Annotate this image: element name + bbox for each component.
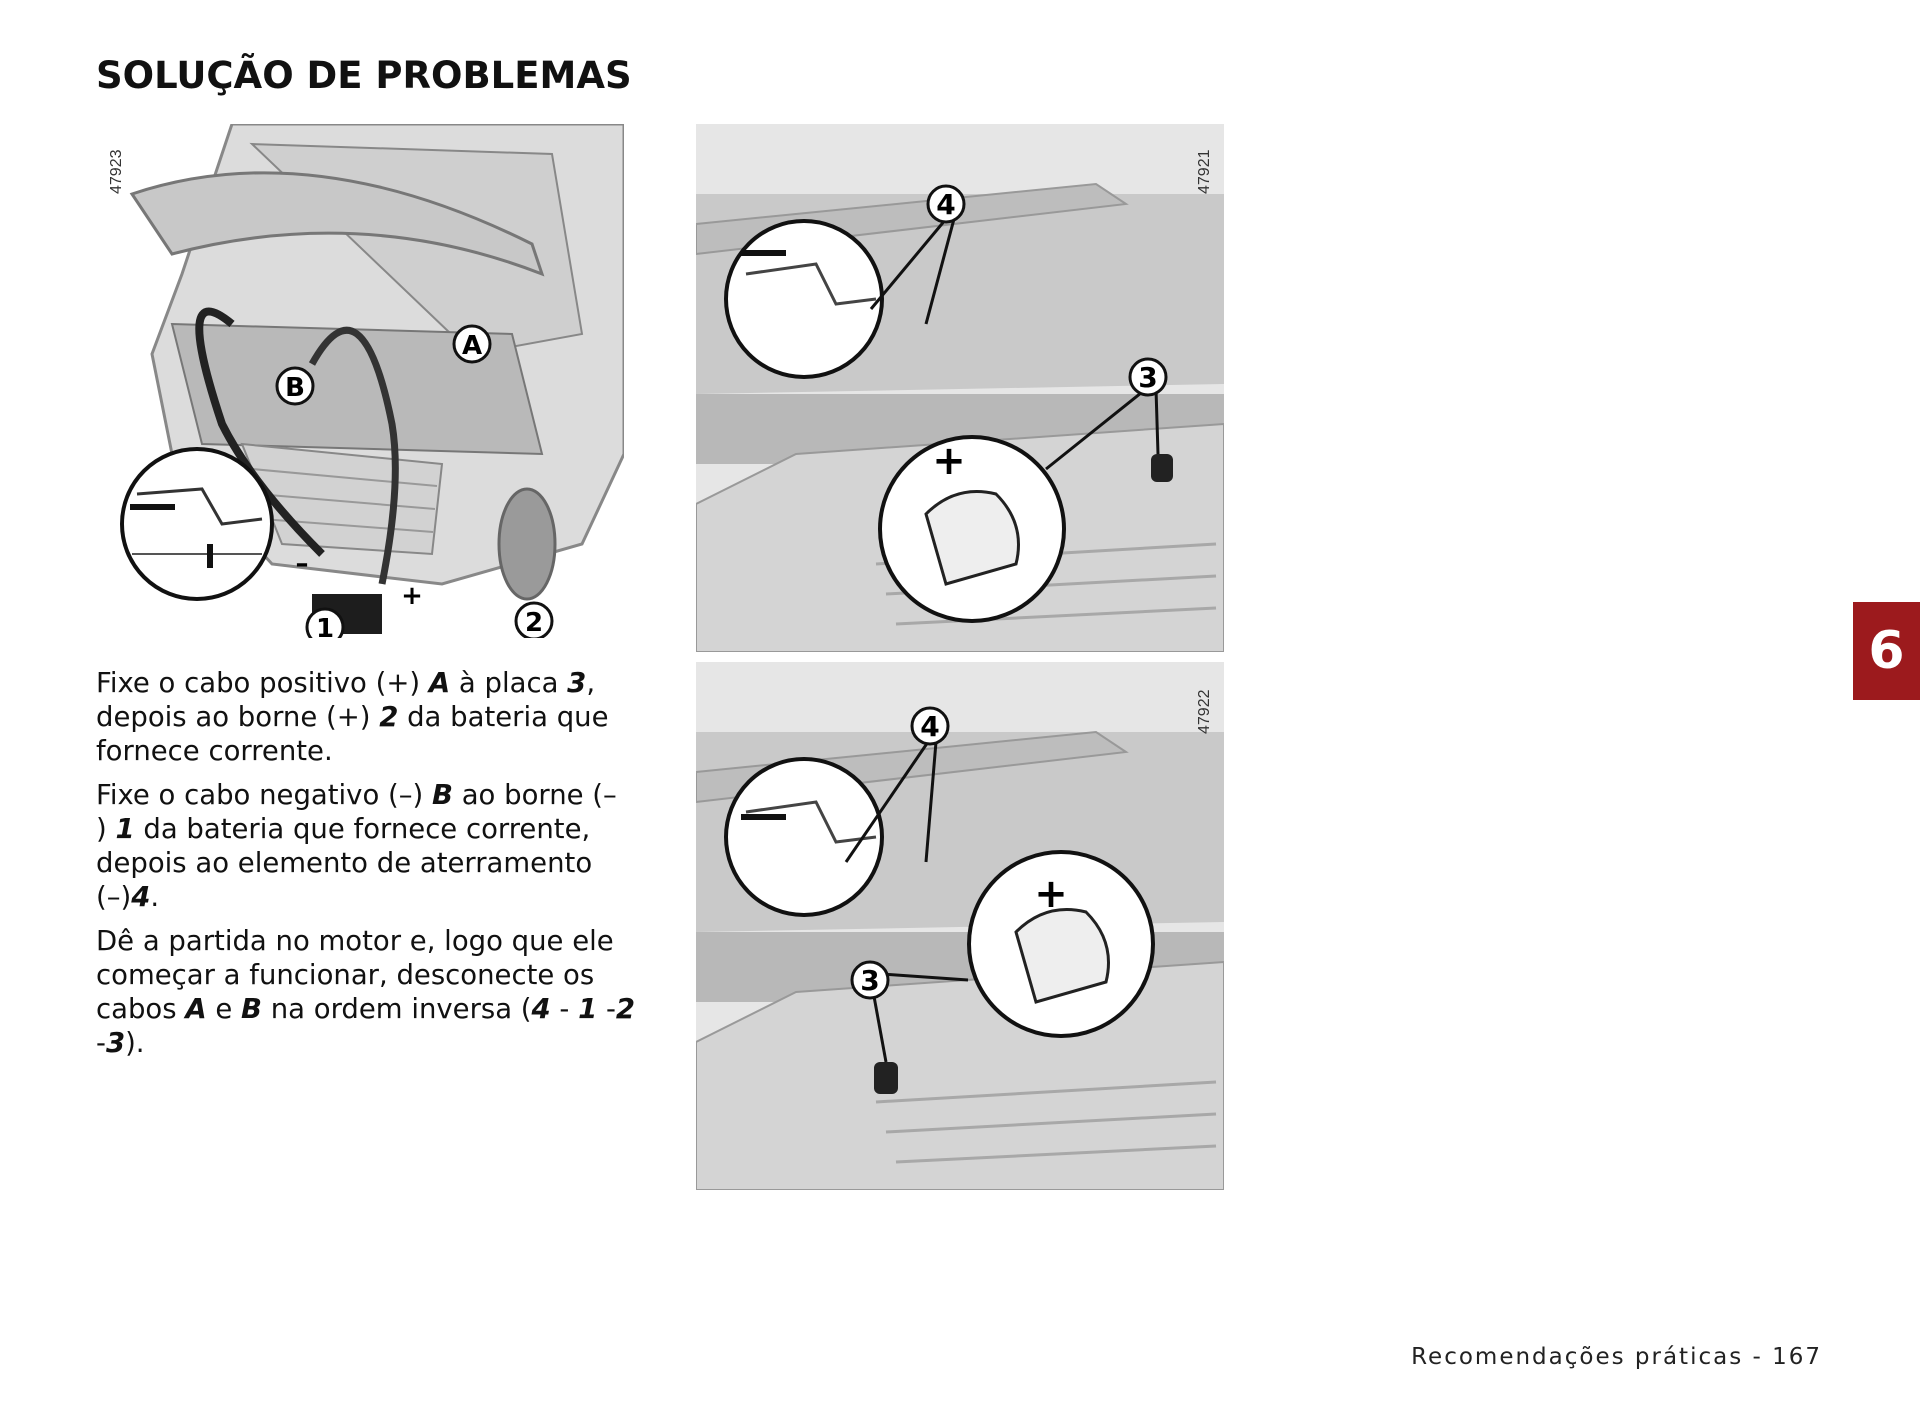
- callout-a: A: [461, 331, 483, 361]
- page-title: SOLUÇÃO DE PROBLEMAS: [96, 54, 632, 97]
- callout-b: B: [285, 373, 305, 403]
- page-footer: Recomendações práticas - 167: [1411, 1344, 1822, 1370]
- plus-sign: +: [1034, 871, 1068, 917]
- instruction-step-1: Fixe o cabo positivo (+) A à placa 3, depois ao borne (+) 2 da bateria que fornece corrente.: [96, 667, 609, 767]
- chapter-tab: 6: [1853, 602, 1920, 700]
- instruction-step-3: Dê a partida no motor e, logo que ele começar a funcionar, desconecte os cabos A e B na ordem inversa (4 - 1 -2 -3).: [96, 925, 636, 1059]
- figure-number-47922: 47922: [1196, 689, 1213, 734]
- jump-start-van-illustration: [112, 124, 624, 638]
- engine-bay-illustration-top: [696, 124, 1224, 652]
- minus-sign: –: [295, 549, 309, 579]
- plus-sign: +: [932, 438, 966, 484]
- instructions: [96, 666, 636, 1070]
- figure-number-47923: 47923: [108, 149, 125, 194]
- callout-1: 1: [315, 614, 335, 638]
- callout-3: 3: [860, 964, 880, 997]
- engine-bay-illustration-bottom: [696, 662, 1224, 1190]
- callout-3: 3: [1138, 361, 1158, 394]
- callout-2: 2: [524, 608, 544, 638]
- instruction-step-2: Fixe o cabo negativo (–) B ao borne (– ) 1 da bateria que fornece corrente, depois ao elemento de aterramento (–)4.: [96, 779, 617, 913]
- callout-4: 4: [920, 710, 940, 743]
- plus-sign: +: [401, 581, 423, 611]
- figure-number-47921: 47921: [1196, 149, 1213, 194]
- callout-4: 4: [936, 188, 956, 221]
